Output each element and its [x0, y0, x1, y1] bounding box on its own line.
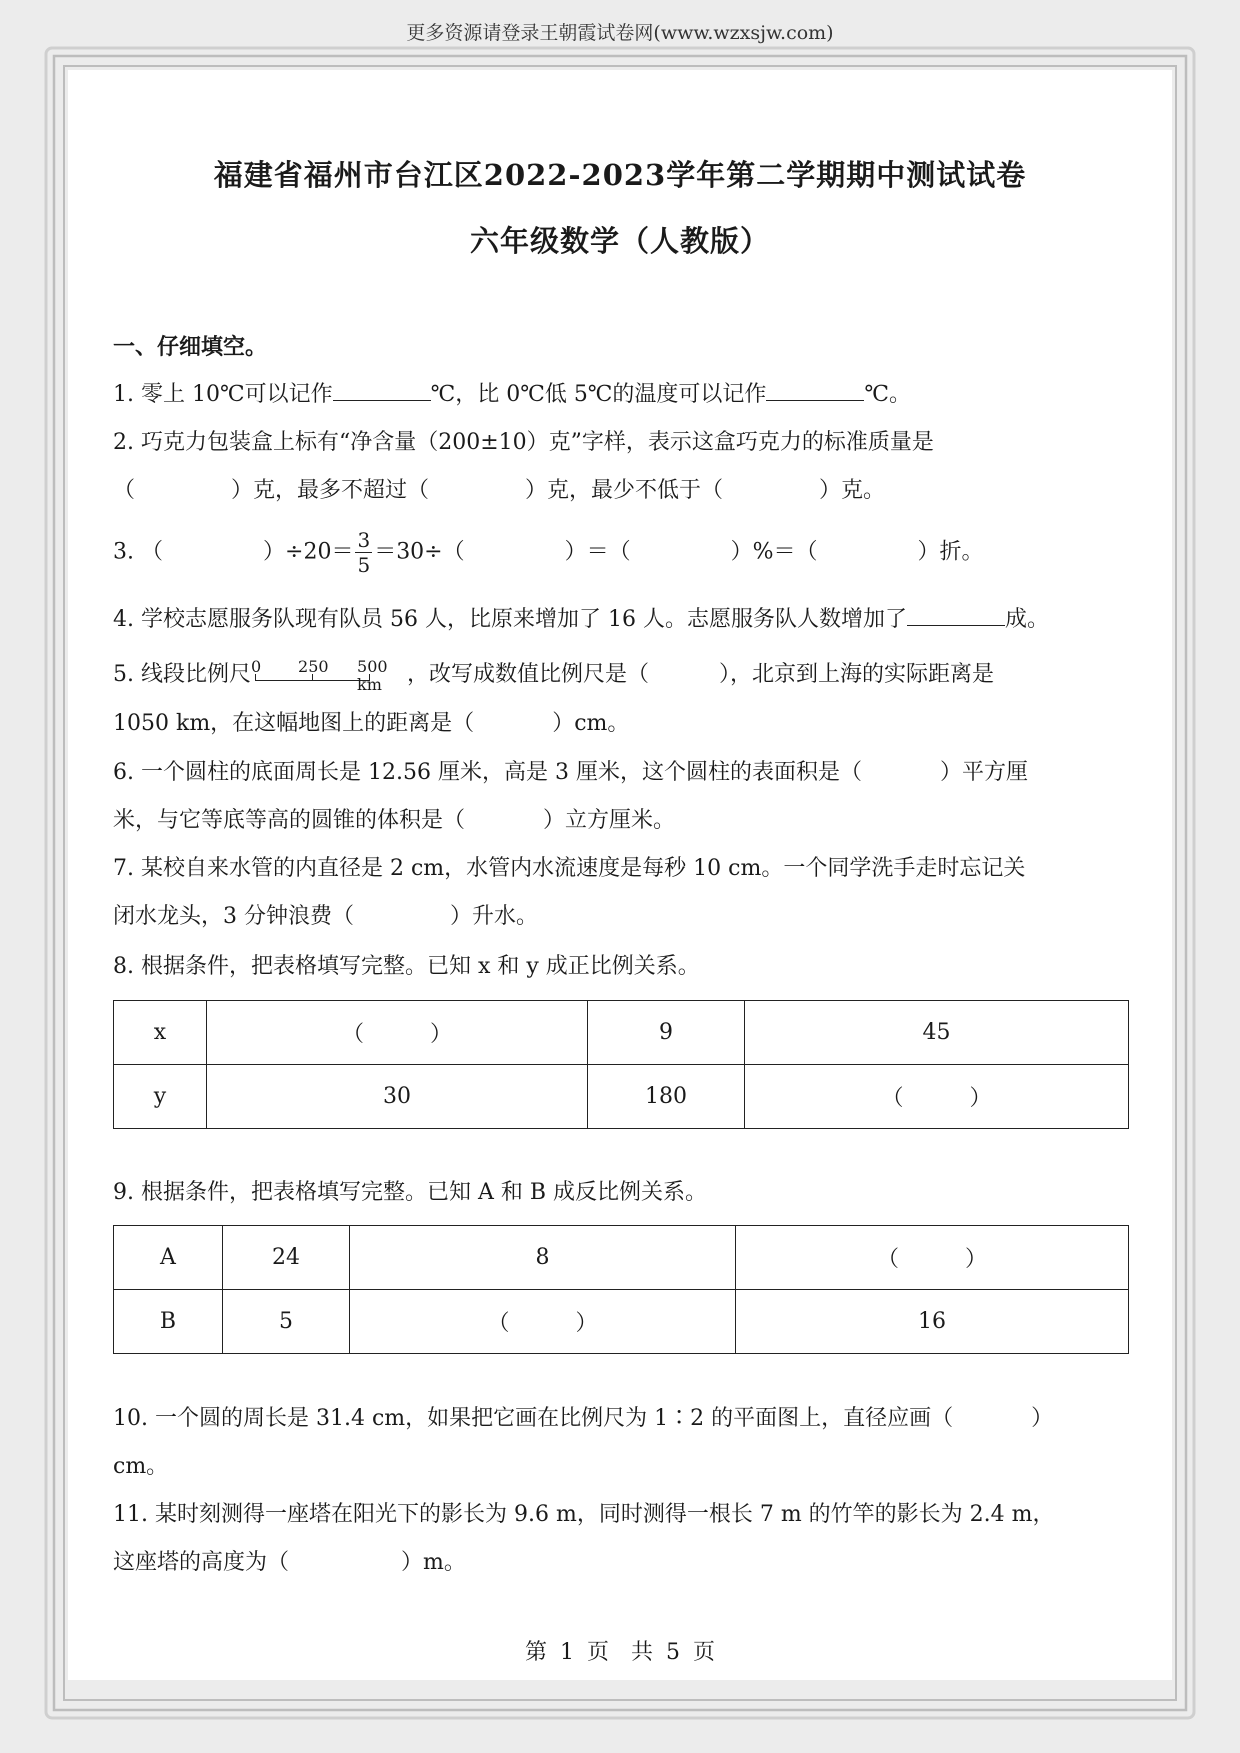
- question-text: 根据条件，把表格填写完整。已知 x 和 y 成正比例关系。: [141, 954, 700, 979]
- question-6: [113, 749, 1128, 797]
- table-cell: 5: [223, 1290, 350, 1354]
- question-text: ）%＝（: [730, 539, 818, 565]
- question-text: ℃，比 0℃低 5℃的温度可以记作: [430, 382, 767, 407]
- table-cell: 30: [207, 1065, 588, 1129]
- question-text: ）: [1031, 1406, 1054, 1431]
- question-text: 成。: [1004, 607, 1049, 632]
- fraction: [355, 528, 372, 577]
- section-heading: 一、仔细填空。: [113, 334, 268, 360]
- fraction-numerator: 3: [357, 528, 371, 552]
- question-11: [113, 1491, 1128, 1539]
- answer-blank[interactable]: [766, 380, 864, 401]
- table-cell: B: [114, 1290, 223, 1354]
- table-cell: x: [114, 1001, 207, 1065]
- scale-label: 0: [251, 657, 262, 676]
- question-text: （: [113, 478, 136, 503]
- scale-label: 500 km: [357, 657, 388, 694]
- question-text: （: [141, 539, 164, 565]
- question-1: [113, 371, 1128, 419]
- question-number: 11.: [113, 1502, 148, 1527]
- question-text: cm。: [113, 1454, 169, 1479]
- table-cell: 9: [588, 1001, 745, 1065]
- question-text: 学校志愿服务队现有队员 56 人，比原来增加了 16 人。志愿服务队人数增加了: [141, 607, 907, 632]
- question-text: ）cm。: [552, 711, 630, 736]
- question-text: 米，与它等底等高的圆锥的体积是（: [113, 808, 466, 833]
- proportion-table-ab: [113, 1225, 1129, 1354]
- question-text: ℃。: [864, 382, 912, 407]
- question-10-line2: [113, 1443, 1128, 1491]
- question-text: ）升水。: [450, 904, 539, 929]
- question-8: [113, 943, 1128, 991]
- table-cell[interactable]: （ ）: [350, 1290, 736, 1354]
- question-number: 8.: [113, 954, 134, 979]
- question-10: [113, 1395, 1128, 1443]
- question-text: ）折。: [917, 539, 984, 565]
- question-text: ）克，最多不超过（: [231, 478, 430, 503]
- question-number: 2.: [113, 430, 134, 455]
- question-3: [113, 528, 1128, 577]
- question-text: ）立方厘米。: [543, 808, 676, 833]
- question-text: ）＝（: [564, 539, 631, 565]
- question-text: ），北京到上海的实际距离是: [719, 662, 995, 687]
- question-text: ）m。: [401, 1550, 466, 1575]
- question-text: ＝30÷（: [374, 539, 465, 565]
- question-number: 4.: [113, 607, 134, 632]
- question-number: 6.: [113, 760, 134, 785]
- table-row: [114, 1226, 1129, 1290]
- table-cell: 8: [350, 1226, 736, 1290]
- table-cell: A: [114, 1226, 223, 1290]
- question-4: [113, 596, 1128, 644]
- question-text: 巧克力包装盒上标有“净含量（200±10）克”字样，表示这盒巧克力的标准质量是: [141, 430, 934, 455]
- question-number: 3.: [113, 539, 134, 565]
- table-cell[interactable]: （ ）: [736, 1226, 1129, 1290]
- table-cell[interactable]: （ ）: [207, 1001, 588, 1065]
- question-text: 线段比例尺: [141, 662, 252, 687]
- question-11-line2: [113, 1539, 1128, 1587]
- question-number: 10.: [113, 1406, 148, 1431]
- question-number: 1.: [113, 382, 134, 407]
- question-text: 某时刻测得一座塔在阳光下的影长为 9.6 m，同时测得一根长 7 m 的竹竿的影长为 2.4 m，: [155, 1502, 1055, 1527]
- question-number: 9.: [113, 1180, 134, 1205]
- table-cell: 180: [588, 1065, 745, 1129]
- question-7: [113, 845, 1128, 893]
- question-text: ）÷20＝: [263, 539, 354, 565]
- question-text: 一个圆的周长是 31.4 cm，如果把它画在比例尺为 1∶2 的平面图上，直径应画（: [155, 1406, 954, 1431]
- exam-subtitle: 六年级数学（人教版）: [469, 224, 770, 258]
- table-row: [114, 1001, 1129, 1065]
- question-text: 闭水龙头，3 分钟浪费（: [113, 904, 354, 929]
- question-text: ）克。: [819, 478, 886, 503]
- exam-title: 福建省福州市台江区2022-2023学年第二学期期中测试试卷: [213, 158, 1027, 192]
- table-cell: y: [114, 1065, 207, 1129]
- fraction-denominator: 5: [357, 553, 371, 577]
- question-text: ）平方厘: [939, 760, 1028, 785]
- question-text: 零上 10℃可以记作: [141, 382, 333, 407]
- question-5-line2: [113, 700, 1128, 748]
- table-cell[interactable]: （ ）: [745, 1065, 1129, 1129]
- scale-bar-graphic: [251, 657, 407, 694]
- question-5: [113, 651, 1128, 699]
- question-2-line2: [113, 467, 1128, 515]
- table-cell: 24: [223, 1226, 350, 1290]
- answer-blank[interactable]: [333, 380, 431, 401]
- question-text: 根据条件，把表格填写完整。已知 A 和 B 成反比例关系。: [141, 1180, 708, 1205]
- table-row: [114, 1290, 1129, 1354]
- question-number: 7.: [113, 856, 134, 881]
- question-2: [113, 419, 1128, 467]
- watermark-text: 更多资源请登录王朝霞试卷网(www.wzxsjw.com): [406, 22, 834, 44]
- table-cell: 16: [736, 1290, 1129, 1354]
- proportion-table-xy: [113, 1000, 1129, 1129]
- question-9: [113, 1169, 1128, 1217]
- question-text: ，改写成数值比例尺是（: [407, 662, 650, 687]
- question-text: 一个圆柱的底面周长是 12.56 厘米，高是 3 厘米，这个圆柱的表面积是（: [141, 760, 862, 785]
- question-text: ）克，最少不低于（: [525, 478, 724, 503]
- page-footer: 第 1 页 共 5 页: [525, 1640, 715, 1665]
- table-row: [114, 1065, 1129, 1129]
- question-text: 这座塔的高度为（: [113, 1550, 290, 1575]
- answer-blank[interactable]: [907, 605, 1005, 626]
- question-number: 5.: [113, 662, 134, 687]
- scale-label: 250: [298, 657, 329, 676]
- table-cell: 45: [745, 1001, 1129, 1065]
- question-text: 1050 km，在这幅地图上的距离是（: [113, 711, 475, 736]
- question-6-line2: [113, 797, 1128, 845]
- question-7-line2: [113, 893, 1128, 941]
- question-text: 某校自来水管的内直径是 2 cm，水管内水流速度是每秒 10 cm。一个同学洗手走时忘记关: [141, 856, 1026, 881]
